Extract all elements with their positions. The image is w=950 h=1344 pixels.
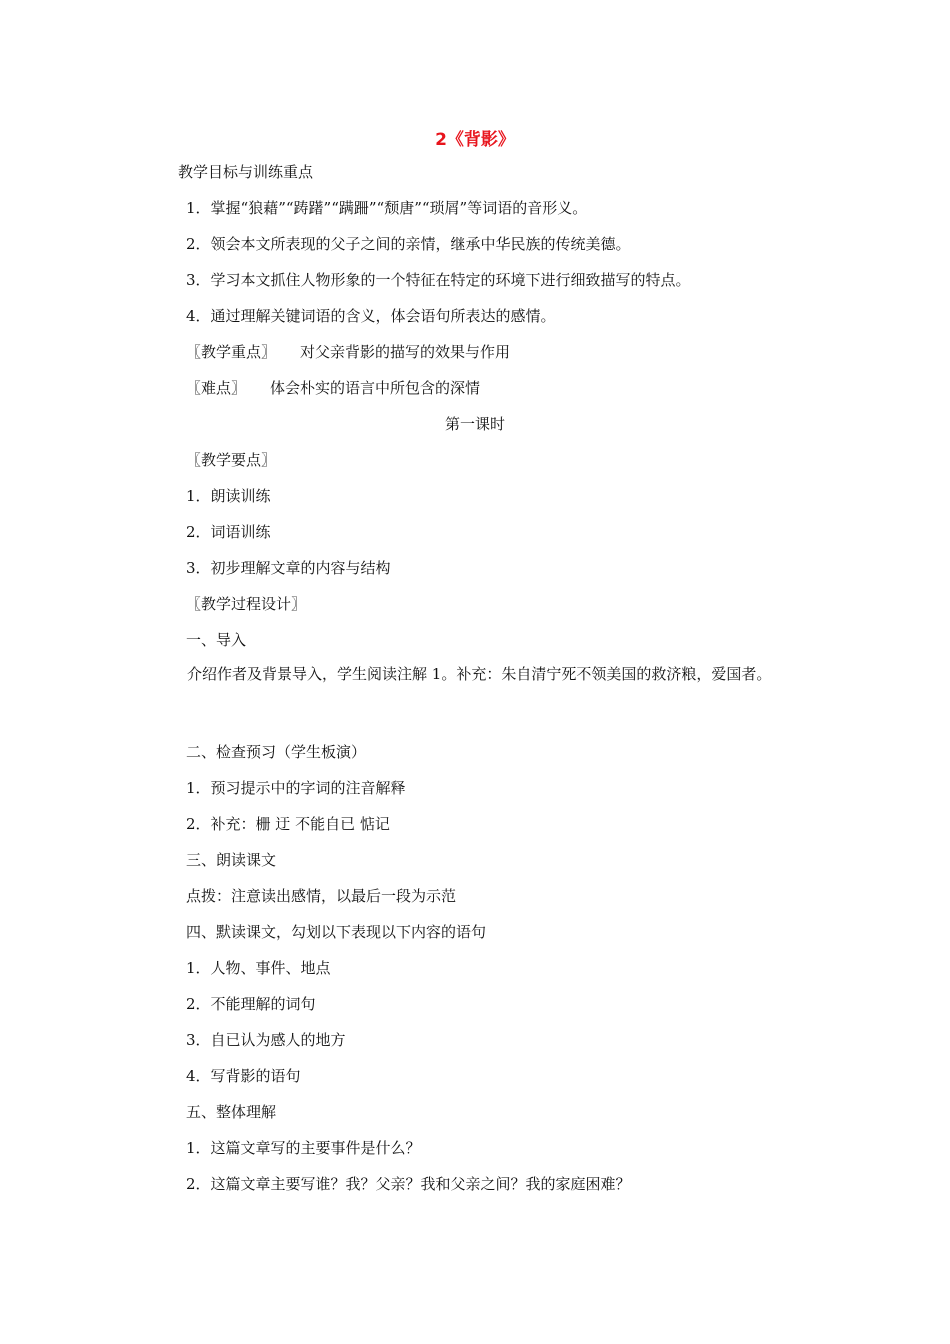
objective-item: 1．掌握“狼藉”“踌躇”“蹒跚”“颓唐”“琐屑”等词语的音形义。 <box>186 199 588 217</box>
document-title: 2《背影》 <box>435 130 515 150</box>
key-point <box>186 342 510 362</box>
step2-item: 1．预习提示中的字词的注音解释 <box>186 779 406 797</box>
key-point-text: 对父亲背影的描写的效果与作用 <box>300 343 511 361</box>
step2-heading: 二、检查预习（学生板演） <box>186 743 367 761</box>
step1-heading: 一、导入 <box>186 631 247 649</box>
step3-text: 点拨：注意读出感情，以最后一段为示范 <box>186 887 457 905</box>
lesson-point-item: 3．初步理解文章的内容与结构 <box>186 559 391 577</box>
objective-item: 4．通过理解关键词语的含义，体会语句所表达的感情。 <box>186 307 556 325</box>
objectives-heading: 教学目标与训练重点 <box>178 163 314 181</box>
lesson-points-heading: 〖教学要点〗 <box>186 451 277 469</box>
step5-item: 1．这篇文章写的主要事件是什么？ <box>186 1139 421 1157</box>
difficulty-label: 〖难点〗 <box>186 379 247 397</box>
objective-item: 2．领会本文所表现的父子之间的亲情，继承中华民族的传统美德。 <box>186 235 631 253</box>
lesson-title: 第一课时 <box>444 415 505 433</box>
objective-item: 3．学习本文抓住人物形象的一个特征在特定的环境下进行细致描写的特点。 <box>186 271 691 289</box>
process-heading: 〖教学过程设计〗 <box>186 595 307 613</box>
key-point-label: 〖教学重点〗 <box>186 343 277 361</box>
lesson-point-item: 1．朗读训练 <box>186 487 271 505</box>
step4-item: 3．自已认为感人的地方 <box>186 1031 346 1049</box>
step4-heading: 四、默读课文，勾划以下表现以下内容的语句 <box>186 923 487 941</box>
step1-text: 介绍作者及背景导入，学生阅读注解 1。补充：朱自清宁死不领美国的救济粮，爱国者。 <box>187 665 772 683</box>
step4-item: 4．写背影的语句 <box>186 1067 301 1085</box>
step4-item: 1．人物、事件、地点 <box>186 959 331 977</box>
difficulty-text: 体会朴实的语言中所包含的深情 <box>270 379 481 397</box>
step3-heading: 三、朗读课文 <box>186 851 277 869</box>
step5-heading: 五、整体理解 <box>186 1103 277 1121</box>
lesson-point-item: 2．词语训练 <box>186 523 271 541</box>
difficulty <box>186 378 480 398</box>
step2-item: 2．补充：栅 迂 不能自已 惦记 <box>186 815 390 833</box>
step4-item: 2．不能理解的词句 <box>186 995 316 1013</box>
step5-item: 2．这篇文章主要写谁？我？父亲？我和父亲之间？我的家庭困难？ <box>186 1175 631 1193</box>
